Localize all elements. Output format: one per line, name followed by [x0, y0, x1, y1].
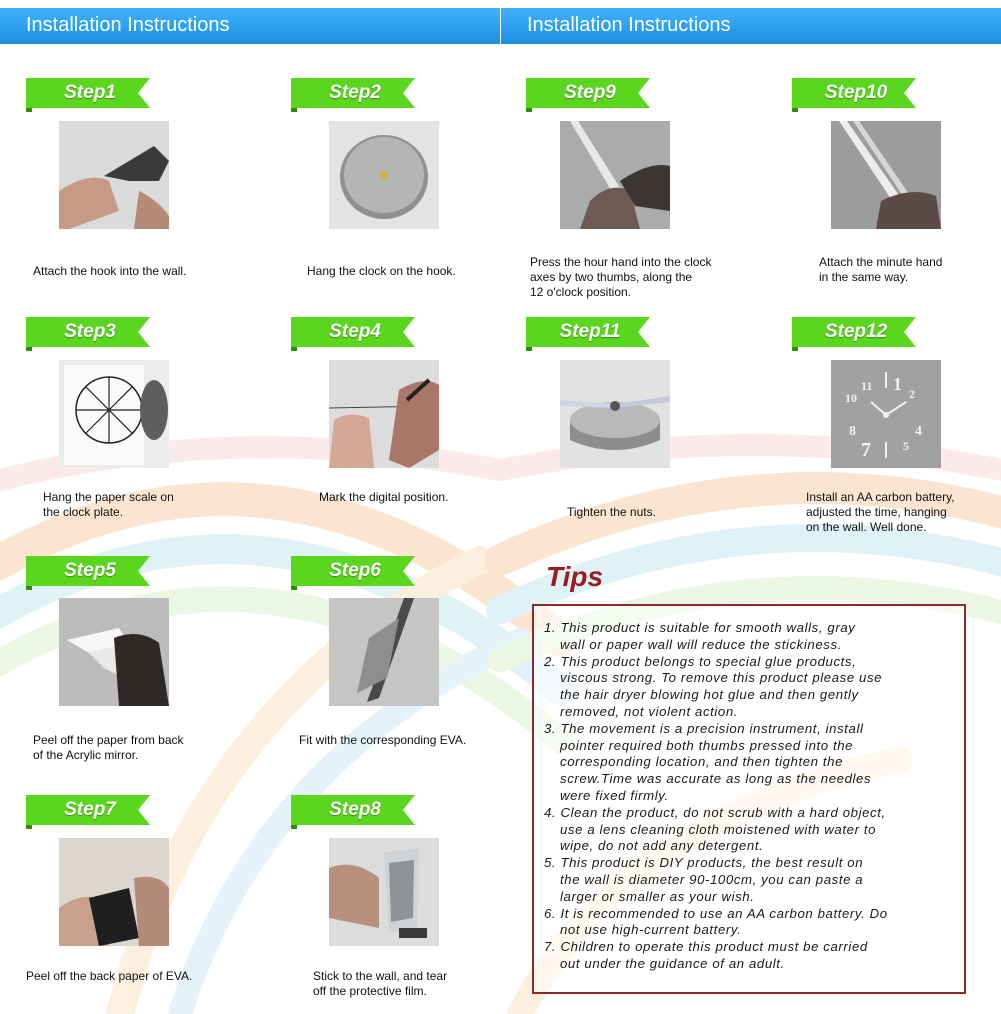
- step-banner: [526, 78, 650, 108]
- step-label: Step1: [64, 82, 116, 103]
- step-label: Step6: [329, 560, 381, 581]
- step-banner: [26, 78, 150, 108]
- step-caption: Peel off the back paper of EVA.: [26, 969, 193, 983]
- hook-photo: [59, 121, 169, 229]
- paper-scale-photo: [59, 360, 169, 468]
- clock-movement-photo: [329, 121, 439, 229]
- step-label: Step2: [329, 82, 381, 103]
- peel-mirror-photo: [59, 598, 169, 706]
- tip-item: 2. This product belongs to special glue products, viscous strong. To remove this product please use the hair dryer blowing hot glue and then gently removed, not violent action.: [544, 653, 883, 719]
- clock-numeral-1: 1: [893, 374, 902, 394]
- tip-item: 5. This product is DIY products, the best result on the wall is diameter 90-100cm, you can paste a larger or smaller as your wish.: [544, 855, 864, 904]
- step-label: Step11: [559, 321, 621, 342]
- step-caption: Fit with the corresponding EVA.: [299, 733, 467, 747]
- step-caption: Install an AA carbon battery, adjusted the time, hanging on the wall. Well done.: [806, 490, 955, 534]
- finished-clock-photo: [831, 360, 941, 468]
- step-caption: Tighten the nuts.: [567, 505, 656, 519]
- header-installation-instructions-right: Installation Instructions: [501, 8, 1001, 44]
- step-banner: [291, 795, 415, 825]
- step-banner: [291, 78, 415, 108]
- step-caption: Mark the digital position.: [319, 490, 449, 504]
- nuts-photo: [560, 360, 670, 468]
- step-caption: Hang the paper scale on the clock plate.: [43, 490, 174, 519]
- step-banner: [26, 795, 150, 825]
- tips-title: Tips: [546, 561, 604, 592]
- header-installation-instructions-left: Installation Instructions: [0, 8, 500, 44]
- minute-hand-photo: [831, 121, 941, 229]
- step-label: Step12: [824, 321, 888, 342]
- hour-hand-photo: [560, 121, 670, 229]
- step-label: Step5: [64, 560, 116, 581]
- clock-numeral-4: 4: [915, 424, 922, 439]
- clock-numeral-10: 10: [845, 391, 857, 405]
- clock-numeral-5: 5: [903, 439, 909, 453]
- step-banner: [291, 317, 415, 347]
- step-caption: Hang the clock on the hook.: [307, 264, 456, 278]
- tip-item: 6. It is recommended to use an AA carbon battery. Do not use high-current battery.: [544, 905, 888, 938]
- step-caption: Peel off the paper from back of the Acrylic mirror.: [33, 733, 184, 762]
- step-banner: [26, 556, 150, 586]
- step-caption: Attach the minute hand in the same way.: [819, 255, 943, 284]
- stick-wall-photo: [329, 838, 439, 946]
- step-label: Step7: [64, 799, 116, 820]
- step-banner: [526, 317, 650, 347]
- step-caption: Press the hour hand into the clock axes by two thumbs, along the 12 o'clock position.: [530, 255, 712, 299]
- step-banner: [792, 78, 916, 108]
- step-caption: Stick to the wall, and tear off the protective film.: [313, 969, 448, 998]
- clock-numeral-8: 8: [849, 424, 856, 439]
- step-banner: [26, 317, 150, 347]
- tip-item: 4. Clean the product, do not scrub with a hard object, use a lens cleaning cloth moistened with water to wipe, do not add any detergent.: [544, 804, 886, 854]
- step-label: Step3: [64, 321, 116, 342]
- step-banner: [291, 556, 415, 586]
- clock-numeral-11: 11: [861, 379, 873, 393]
- tip-item: 7. Children to operate this product must be carried out under the guidance of an adult.: [544, 939, 868, 971]
- eva-fit-photo: [329, 598, 439, 706]
- step-label: Step8: [329, 799, 381, 820]
- marking-photo: [329, 360, 439, 468]
- clock-numeral-2: 2: [909, 387, 915, 401]
- tip-item: 3. The movement is a precision instrument, install pointer required both thumbs pressed into the corresponding location, and then tighten the screw.Time was accurate as long as the needles were fixed firmly.: [544, 720, 872, 803]
- tips-box: [532, 604, 966, 994]
- tip-item: 1. This product is suitable for smooth walls, gray wall or paper wall will reduce the stickiness.: [544, 620, 856, 652]
- clock-numeral-7: 7: [861, 439, 871, 461]
- step-label: Step10: [824, 82, 888, 103]
- peel-eva-photo: [59, 838, 169, 946]
- step-label: Step4: [329, 321, 381, 342]
- step-banner: [792, 317, 916, 347]
- step-caption: Attach the hook into the wall.: [33, 264, 187, 278]
- step-label: Step9: [564, 82, 616, 103]
